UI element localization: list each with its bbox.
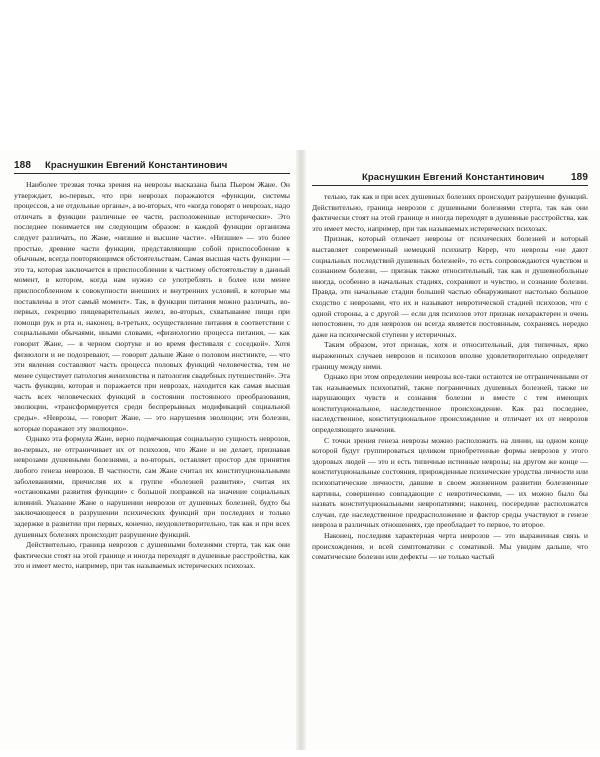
paragraph: Действительно, граница неврозов с душевными болезнями стерта, так как они фактически стоят на этой границе и иногда переходят в душевные расстройства, как это и имеет место, например, при так называемых истерических психозах.: [14, 540, 290, 571]
paragraph: С точки зрения генеза неврозы можно расположить на линии, на одном конце которой будут группироваться целиком приобретенные формы неврозов у этого здоровых людей — это и есть типичные истинные неврозы; на другом же конце — конституциональные состояния, прирожденные психические уродства личности или психопатические личности, давшие в своем жизненном развитии болезненные картины, совершенно совпадающие с невротическими, — их можно было бы назвать конституциональными невропатиями; наконец, посередине расположатся случаи, где наследственное предрасположение и фактор среды участвуют в генезе невроза в различных отношениях, где преобладает то первое, то второе.: [312, 435, 588, 530]
book-gutter: [296, 150, 306, 750]
paragraph: Таким образом, этот признак, хотя и относительный, для типичных, ярко выраженных случаев неврозов и психозов вполне удовлетворительно определяет границу между ними.: [312, 340, 588, 371]
paragraph: Признак, который отличает неврозы от психических болезней и который выставляет современный немецкий психиатр Керер, что неврозы «не дают социальных последствий душевных болезней», то есть сопровождаются чувством и сознанием болезни, — признак также относительный, так как и душевнобольные иногда, особенно в начальных стадиях, сохраняют и чувство, и сознание болезни. Правда, эти начальные стадии большей частью обнаруживают настолько большое сходство с неврозами, что их и называют невротической стадией психозов, что с одной стороны, а с другой — если для психозов этот признак нехарактерен и очень непостоянен, то для неврозов он всегда является постоянным, сохраняясь нередко даже на психической ступени у истеричных.: [312, 234, 588, 339]
right-header-author: Краснушкин Евгений Константинович: [362, 172, 545, 183]
left-page-body: [14, 180, 290, 572]
left-header-author: Краснушкин Евгений Константинович: [45, 160, 228, 171]
paragraph: Однако эта формула Жане, верно подмечающая социальную сущность неврозов, во-первых, не отграничивает их от психозов, что Жане и не делает, признавая неврозами душевными болезнями, а во-вторых, оставляет простор для принятия любого генеза неврозов. В частности, сам Жане считал их конституциональными заболеваниями, причисляя их к группе «болезней развития», считая их «остановками развития функции» с большой поправкой на значение социальных влияний. Указание Жане о нарушении неврозов от душевных болезней, будто бы заключающееся в разрушении психических функций при последних и только задержке в развитии при первых, конечно, неудовлетворительно, так как и при всех душевных болезнях происходит разрушение функций.: [14, 434, 290, 539]
right-page: [312, 172, 588, 757]
right-page-body: [312, 192, 588, 563]
left-page-number: 188: [14, 160, 31, 171]
right-running-header: [312, 172, 588, 186]
paragraph: тельно, так как и при всех душевных болезнях происходит разрушение функций. Действительно, граница неврозов с душевными болезнями стерта, так как они фактически стоят на этой границе и иногда переходят в душевные расстройства, как это имеет место, например, при так называемых истерических психозах.: [312, 192, 588, 233]
left-running-header: [14, 160, 290, 174]
top-margin: [0, 0, 600, 150]
paragraph: Наиболее трезвая точка зрения на неврозы высказана была Пьером Жане. Он утверждает, во-первых, что при неврозах поражаются «функции, системы процессов, а не отдельные органы», а во-вторых, что «когда говорят о неврозах, надо отличать в функции различные ее части, расположенные исторически». Это последнее понимается им следующим образом: в каждой функции организма следует различать, по Жане, «низшие и высшие части». «Низшие» — это более простые, древние части функции, представляющие собой приспособление к обычным, всегда повторяющимся обстоятельствам. Самая высшая часть функции — это та, которая заключается в приспособлении к частному обстоятельству в данный момент, в котором, когда нам нужно се употреблять в более или менее приспособленном к совокупности внешних и внутренних условий, в которые мы поставлены в этот самый момент». Так, в функции питания можно различать, во-первых, секрецию пищеварительных желез, во-вторых, схватывание пищи при помощи рук и рта и, наконец, в-третьих, осуществление питания в соответствии с социальными обычаями, иными словами, «физиологию процесса питания, — как говорит Жане, — в черном сюртуке и во время фестиваля с соседкой». Хотя физиологи и не подозревают, — говорит дальше Жане о половом инстинкте, — что эти явления составляют часть процесса половых функций человечества, тем не менее существует патология жениховства и патология свадебных путешествий». Эта часть функции, которая и поражается при неврозах, находится как самая высшая часть всех человеческих функций в состоянии постоянного преобразования, эволюции, «трансформируется среди беспрерывных модификаций социальной среды». «Неврозы, — говорит Жане, — это нарушения эволюции; эти болезни, которые поражают эту эволюцию».: [14, 180, 290, 433]
paragraph: Наконец, последняя характерная черта неврозов — это выраженная связь и происхождения, и всей симптоматики с соматикой. Мы увидим дальше, что соматические болезни или дефекты — не только частый: [312, 531, 588, 562]
paragraph: Однако при этом определении неврозы все-таки остаются не отграниченными от так называемых психопатий, также пограничных душевных болезней, также не нарушающих чувств и сознания болезни и вместе с тем имеющих конституциональное, наследственное происхождение. Как раз последнее, наследственное, конституциональное происхождение и отличает их от неврозов определяющего значения.: [312, 372, 588, 435]
right-page-number: 189: [571, 172, 588, 183]
left-page: [14, 160, 290, 745]
